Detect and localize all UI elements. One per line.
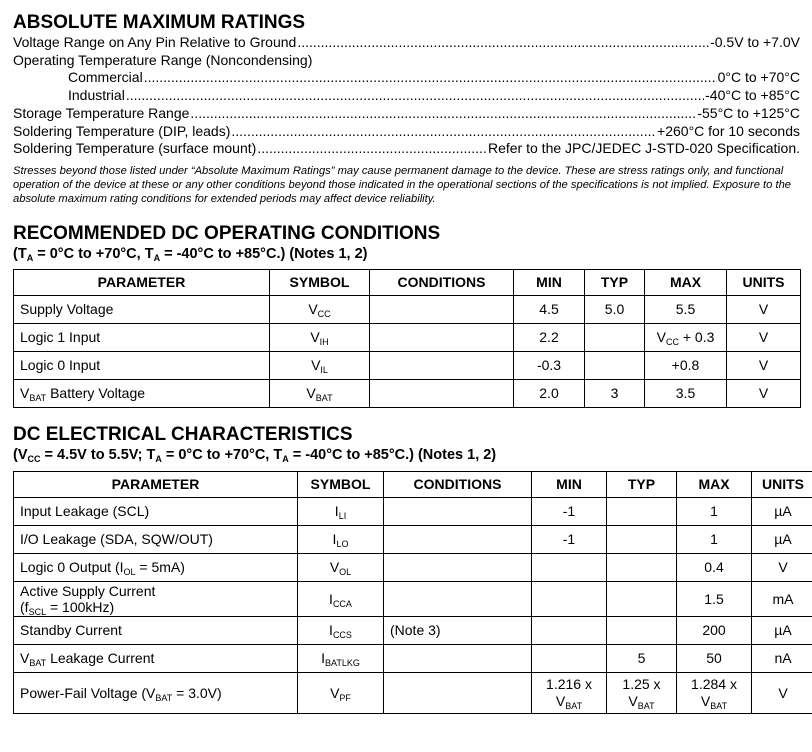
cell-max: 1 bbox=[677, 525, 752, 553]
header-parameter: PARAMETER bbox=[14, 471, 298, 497]
header-conditions: CONDITIONS bbox=[370, 269, 514, 295]
rating-value: 0°C to +70°C bbox=[717, 69, 800, 86]
cell-typ: 5 bbox=[607, 644, 677, 672]
cell-conditions bbox=[384, 672, 532, 713]
cell-symbol: $I_{LI}$ bbox=[298, 497, 384, 525]
cell-symbol: $V_{BAT}$ bbox=[270, 379, 370, 407]
cell-max: 200 bbox=[677, 616, 752, 644]
cell-parameter: Logic 0 Input bbox=[14, 351, 270, 379]
cell-typ: 5.0 bbox=[585, 295, 645, 323]
header-parameter: PARAMETER bbox=[14, 269, 270, 295]
table-row bbox=[14, 295, 801, 323]
header-min: MIN bbox=[532, 471, 607, 497]
cell-max: 1 bbox=[677, 497, 752, 525]
cell-min: -1 bbox=[532, 497, 607, 525]
rec-dc-title: RECOMMENDED DC OPERATING CONDITIONS bbox=[13, 222, 441, 244]
cell-parameter: I/O Leakage (SDA, SQW/OUT) bbox=[14, 525, 298, 553]
cell-max: 50 bbox=[677, 644, 752, 672]
rating-value: Refer to the JPC/JEDEC J-STD-020 Specification. bbox=[487, 140, 800, 157]
cell-typ bbox=[607, 616, 677, 644]
cell-units: V bbox=[727, 379, 801, 407]
leader-dots bbox=[126, 87, 704, 105]
cell-typ bbox=[607, 581, 677, 616]
cell-symbol: $V_{IL}$ bbox=[270, 351, 370, 379]
cell-conditions bbox=[370, 323, 514, 351]
cell-max: $V_{CC} + 0.3$ bbox=[645, 323, 727, 351]
cell-symbol: $V_{IH}$ bbox=[270, 323, 370, 351]
table-row bbox=[14, 553, 812, 581]
cell-symbol: $I_{CCA}$ bbox=[298, 581, 384, 616]
cell-min bbox=[532, 644, 607, 672]
table-row bbox=[14, 672, 812, 713]
table-row bbox=[14, 525, 812, 553]
cell-units: mA bbox=[752, 581, 812, 616]
rating-label: Industrial bbox=[68, 87, 125, 104]
rating-row bbox=[13, 52, 800, 70]
rating-value: -40°C to +85°C bbox=[705, 87, 800, 104]
leader-dots bbox=[257, 140, 487, 158]
cell-conditions bbox=[384, 581, 532, 616]
cell-units: µA bbox=[752, 497, 812, 525]
cell-conditions bbox=[370, 351, 514, 379]
cell-units: nA bbox=[752, 644, 812, 672]
cell-typ bbox=[607, 553, 677, 581]
rating-row bbox=[13, 34, 800, 52]
stress-note: Stresses beyond those listed under “Absolute Maximum Ratings” may cause permanent damage to the device. These are stress ratings only, and functional operation of the device at these or any other conditions beyond those indicated in the operational sections of the specifications is not implied. Exposure to the absolute maximum rating conditions for extended periods may affect device reliability. bbox=[13, 164, 792, 205]
rating-row bbox=[13, 105, 800, 123]
cell-typ bbox=[607, 497, 677, 525]
header-max: MAX bbox=[645, 269, 727, 295]
header-typ: TYP bbox=[607, 471, 677, 497]
cell-parameter: Input Leakage (SCL) bbox=[14, 497, 298, 525]
rating-value: +260°C for 10 seconds bbox=[657, 122, 800, 139]
cell-typ bbox=[607, 525, 677, 553]
cell-conditions: (Note 3) bbox=[384, 616, 532, 644]
cell-parameter: Standby Current bbox=[14, 616, 298, 644]
cell-typ: 1.25 x $V_{BAT}$ bbox=[607, 672, 677, 713]
header-conditions: CONDITIONS bbox=[384, 471, 532, 497]
header-units: UNITS bbox=[752, 471, 812, 497]
cell-min bbox=[532, 616, 607, 644]
rating-value: -55°C to +125°C bbox=[697, 104, 800, 121]
rating-row bbox=[13, 87, 800, 105]
cell-units: µA bbox=[752, 525, 812, 553]
rating-row bbox=[13, 123, 800, 141]
cell-parameter: Power-Fail Voltage $(V_{BAT} = 3.0V)$ bbox=[14, 672, 298, 713]
table-row bbox=[14, 497, 812, 525]
header-min: MIN bbox=[514, 269, 585, 295]
cell-parameter: Active Supply Current $(f_{SCL} = 100kHz)$ bbox=[14, 581, 298, 616]
rec-dc-table bbox=[13, 269, 801, 408]
cell-min: 2.0 bbox=[514, 379, 585, 407]
dc-char-table bbox=[13, 471, 812, 714]
cell-units: V bbox=[727, 323, 801, 351]
cell-conditions bbox=[384, 525, 532, 553]
rating-row bbox=[13, 140, 800, 158]
table-row bbox=[14, 616, 812, 644]
leader-dots bbox=[190, 105, 696, 123]
cell-max: 3.5 bbox=[645, 379, 727, 407]
leader-dots bbox=[231, 123, 656, 141]
cell-conditions bbox=[384, 497, 532, 525]
cell-min: 2.2 bbox=[514, 323, 585, 351]
header-symbol: SYMBOL bbox=[270, 269, 370, 295]
cell-symbol: $I_{LO}$ bbox=[298, 525, 384, 553]
cell-conditions bbox=[370, 295, 514, 323]
cell-symbol: $I_{CCS}$ bbox=[298, 616, 384, 644]
cell-units: V bbox=[752, 672, 812, 713]
table-row bbox=[14, 379, 801, 407]
cell-units: V bbox=[727, 295, 801, 323]
table-header-row bbox=[14, 471, 812, 497]
header-units: UNITS bbox=[727, 269, 801, 295]
dc-char-title: DC ELECTRICAL CHARACTERISTICS bbox=[13, 423, 353, 445]
cell-min: -1 bbox=[532, 525, 607, 553]
cell-max: 5.5 bbox=[645, 295, 727, 323]
cell-parameter: Logic 0 Output $(I_{OL} = 5mA)$ bbox=[14, 553, 298, 581]
cell-conditions bbox=[384, 644, 532, 672]
cell-max: +0.8 bbox=[645, 351, 727, 379]
rec-dc-subtitle: ($T_A = 0^\circ C$ to +70°C, $T_A = -40^\circ C$ to +85°C.) (Notes 1, 2) bbox=[13, 245, 368, 263]
cell-min bbox=[532, 553, 607, 581]
cell-units: V bbox=[727, 351, 801, 379]
datasheet-page bbox=[13, 12, 804, 714]
rating-value: -0.5V to +7.0V bbox=[710, 34, 800, 50]
cell-conditions bbox=[384, 553, 532, 581]
rating-label: Voltage Range on Any Pin Relative to Ground bbox=[13, 34, 297, 50]
rating-label: Soldering Temperature (DIP, leads) bbox=[13, 122, 231, 139]
cell-max: 1.284 x $V_{BAT}$ bbox=[677, 672, 752, 713]
rating-row bbox=[13, 69, 800, 87]
rating-label: Commercial bbox=[68, 69, 143, 86]
table-row bbox=[14, 644, 812, 672]
rating-label: Soldering Temperature (surface mount) bbox=[13, 140, 257, 157]
dc-char-subtitle: ($V_{CC} = 4.5V$ to 5.5V; $T_A = 0^\circ C$ to +70°C, $T_A = -40^\circ C$ to +85°C.) (Notes 1, 2) bbox=[13, 446, 497, 464]
cell-max: 1.5 bbox=[677, 581, 752, 616]
cell-min: 1.216 x $V_{BAT}$ bbox=[532, 672, 607, 713]
cell-min: -0.3 bbox=[514, 351, 585, 379]
cell-symbol: $V_{CC}$ bbox=[270, 295, 370, 323]
cell-conditions bbox=[370, 379, 514, 407]
cell-units: V bbox=[752, 553, 812, 581]
table-row bbox=[14, 351, 801, 379]
cell-parameter: $V_{BAT}$ Leakage Current bbox=[14, 644, 298, 672]
cell-min bbox=[532, 581, 607, 616]
table-row bbox=[14, 323, 801, 351]
cell-parameter: Logic 1 Input bbox=[14, 323, 270, 351]
cell-parameter: Supply Voltage bbox=[14, 295, 270, 323]
rating-label: Storage Temperature Range bbox=[13, 104, 190, 121]
cell-typ bbox=[585, 351, 645, 379]
table-row bbox=[14, 581, 812, 616]
cell-symbol: $V_{OL}$ bbox=[298, 553, 384, 581]
leader-dots bbox=[144, 69, 717, 87]
table-header-row bbox=[14, 269, 801, 295]
header-typ: TYP bbox=[585, 269, 645, 295]
cell-typ: 3 bbox=[585, 379, 645, 407]
header-max: MAX bbox=[677, 471, 752, 497]
cell-typ bbox=[585, 323, 645, 351]
header-symbol: SYMBOL bbox=[298, 471, 384, 497]
cell-units: µA bbox=[752, 616, 812, 644]
rating-label: Operating Temperature Range (Noncondensing) bbox=[13, 51, 313, 68]
cell-parameter: $V_{BAT}$ Battery Voltage bbox=[14, 379, 270, 407]
cell-symbol: $V_{PF}$ bbox=[298, 672, 384, 713]
leader-dots bbox=[297, 34, 709, 52]
cell-max: 0.4 bbox=[677, 553, 752, 581]
cell-symbol: $I_{BATLKG}$ bbox=[298, 644, 384, 672]
cell-min: 4.5 bbox=[514, 295, 585, 323]
abs-max-title: ABSOLUTE MAXIMUM RATINGS bbox=[13, 12, 306, 33]
